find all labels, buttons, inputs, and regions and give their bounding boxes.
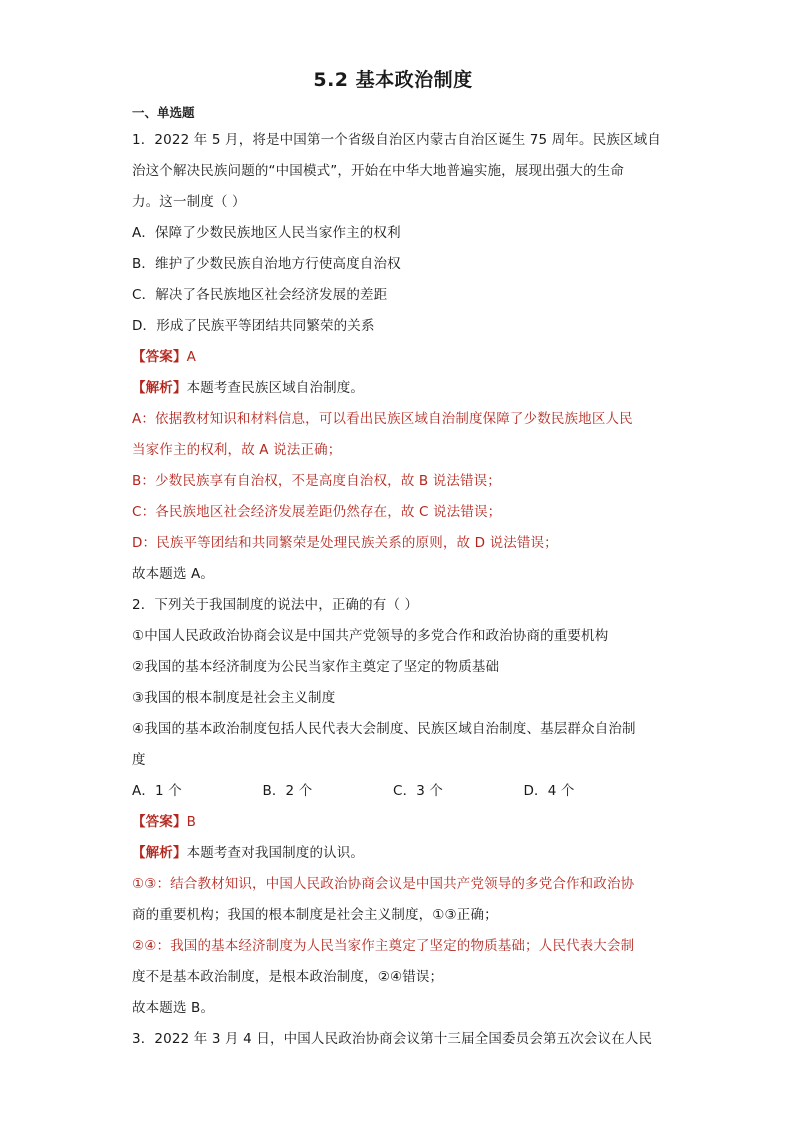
analysis-text: 本题考查民族区域自治制度。 — [186, 380, 365, 396]
question-3 — [132, 1024, 654, 1055]
question-1 — [132, 125, 661, 590]
question-1-option-c: C．解决了各民族地区社会经济发展的差距 — [132, 287, 388, 303]
question-2-statement-2: ②我国的基本经济制度为公民当家作主奠定了坚定的物质基础 — [132, 659, 500, 675]
answer-tag: 【答案】 — [132, 814, 187, 830]
question-1-option-b: B．维护了少数民族自治地方行使高度自治权 — [132, 256, 401, 272]
question-2-option-a: A．1 个 — [132, 783, 182, 799]
page-title: 5.2 基本政治制度 — [313, 69, 473, 91]
analysis-tag: 【解析】 — [132, 380, 187, 396]
question-2-conclusion: 故本题选 B。 — [132, 1000, 215, 1016]
analysis-text: 本题考查对我国制度的认识。 — [186, 845, 365, 861]
question-2-option-d: D．4 个 — [523, 783, 575, 799]
question-2-explain-line-1: ①③：结合教材知识，中国人民政治协商会议是中国共产党领导的多党合作和政治协 — [132, 876, 635, 892]
question-2-explain-line-4: 度不是基本政治制度，是根本政治制度，②④错误； — [132, 969, 444, 985]
question-2-statement-1: ①中国人民政政治协商会议是中国共产党领导的多党合作和政治协商的重要机构 — [132, 628, 609, 644]
question-1-explain-line-4: C：各民族地区社会经济发展差距仍然存在，故 C 说法错误； — [132, 504, 502, 520]
question-2-statement-4-cont: 度 — [132, 752, 146, 768]
question-1-stem-line-3: 力。这一制度（ ） — [132, 194, 246, 210]
answer-tag: 【答案】 — [132, 349, 187, 365]
question-2-explain-line-3: ②④：我国的基本经济制度为人民当家作主奠定了坚定的物质基础；人民代表大会制 — [132, 938, 635, 954]
question-2-stem: 2．下列关于我国制度的说法中，正确的有（ ） — [132, 597, 419, 613]
question-2-statement-3: ③我国的根本制度是社会主义制度 — [132, 690, 336, 706]
question-2-options — [132, 776, 654, 807]
answer-value: B — [186, 814, 197, 830]
question-2 — [132, 590, 654, 1024]
analysis-tag: 【解析】 — [132, 845, 187, 861]
question-1-conclusion: 故本题选 A。 — [132, 566, 215, 582]
answer-value: A — [186, 349, 196, 365]
question-1-option-a: A．保障了少数民族地区人民当家作主的权利 — [132, 225, 401, 241]
question-1-stem-line-2: 治这个解决民族问题的“中国模式”，开始在中华大地普遍实施，展现出强大的生命 — [132, 163, 625, 179]
question-2-statement-4: ④我国的基本政治制度包括人民代表大会制度、民族区域自治制度、基层群众自治制 — [132, 721, 636, 737]
question-1-option-d: D．形成了民族平等团结共同繁荣的关系 — [132, 318, 375, 334]
question-1-stem-line-1: 1．2022 年 5 月，将是中国第一个省级自治区内蒙古自治区诞生 75 周年。民族区域自 — [132, 132, 661, 148]
question-1-explain-line-5: D：民族平等团结和共同繁荣是处理民族关系的原则，故 D 说法错误； — [132, 535, 558, 551]
question-2-analysis — [132, 838, 654, 869]
question-1-answer — [132, 342, 654, 373]
question-1-explain-line-1: A：依据教材知识和材料信息，可以看出民族区域自治制度保障了少数民族地区人民 — [132, 411, 633, 427]
question-1-explain-line-2: 当家作主的权利，故 A 说法正确； — [132, 442, 342, 458]
section-heading: 一、单选题 — [132, 105, 195, 120]
question-2-answer — [132, 807, 654, 838]
question-1-analysis — [132, 373, 654, 404]
question-1-explain-line-3: B：少数民族享有自治权，不是高度自治权，故 B 说法错误； — [132, 473, 501, 489]
question-2-option-b: B．2 个 — [262, 783, 313, 799]
question-3-stem: 3．2022 年 3 月 4 日，中国人民政治协商会议第十三届全国委员会第五次会议在人民 — [132, 1031, 653, 1047]
question-2-explain-line-2: 商的重要机构；我国的根本制度是社会主义制度，①③正确； — [132, 907, 498, 923]
question-2-option-c: C．3 个 — [393, 783, 444, 799]
